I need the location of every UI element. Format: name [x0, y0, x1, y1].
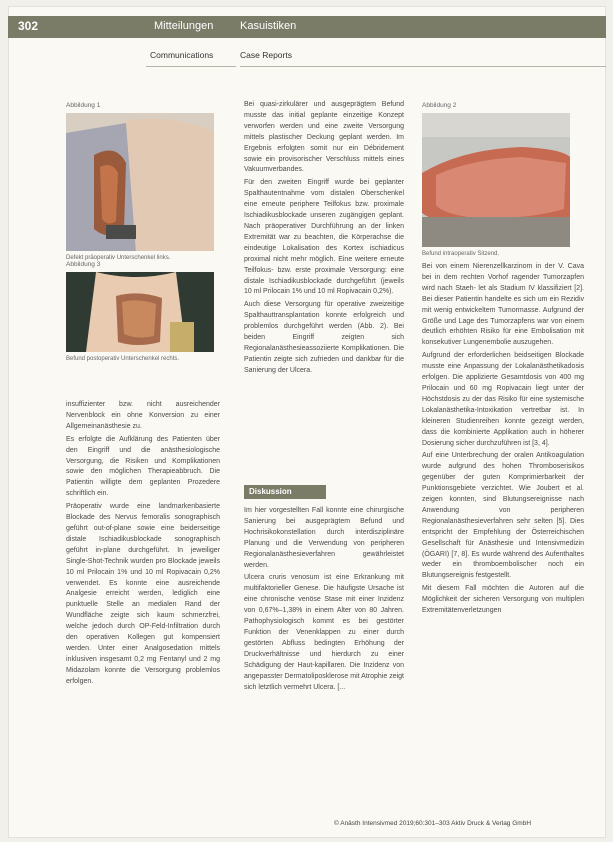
paragraph: Es erfolgte die Aufklärung des Patienten über den Eingriff und die anästhesiologische Versorgung, die Risiken und Komplikationen sowie den möglichen Therapieabbruch. Die Patientin willigte dem geplanten Prozedere schriftlich ein.: [66, 435, 220, 498]
left-column: [66, 400, 220, 690]
figure-1: [66, 102, 216, 261]
figure-2-photo: [422, 113, 570, 247]
figure-1-photo: [66, 113, 214, 251]
wound-image: [66, 113, 214, 251]
figure-2: [422, 102, 572, 257]
paragraph: Bei quasi-zirkulärer und ausgeprägtem Befund musste das initial geplante einzeitige Konzept verworfen werden und eine zweite Versorgung mittels plastischer Deckung geplant werden. Im Ergebnis erfolgten somit nur ein Débridement sowie ein provisorischer Verschluss mittels eines Vakuumverbandes.: [244, 101, 404, 174]
paragraph: Mit diesem Fall möchten die Autoren auf die Möglichkeit der sicheren Versorgung von multiplen Extremitätenverletzungen: [422, 585, 584, 615]
discussion-heading: Diskussion: [244, 485, 326, 499]
header-rule-right: [240, 66, 606, 67]
figure-3-label: Abbildung 3: [66, 261, 101, 268]
paragraph: Auch diese Versorgung für operative zweizeitige Spalthauttransplantation konnte erfolgreich und problemlos durchgeführt werden (Abb. 2). Bei beiden Eingriff zeigten sich Regionalanästhesieassoziierte Komplikationen. Die Patientin zeigte sich zufrieden und dankbar für die Sanierung der Ulcera.: [244, 301, 404, 374]
figure-2-label: Abbildung 2: [422, 102, 457, 109]
case-reports-label: Case Reports: [240, 50, 292, 60]
paragraph: Präoperativ wurde eine landmarkenbasierte Blockade des Nervus femoralis sonographisch geführt out-of-plane sowie eine beiderseitige distale Ischiadikusblockade sonographisch geführt in-plane durchgeführt. In jeweiliger Single-Shot-Technik wurden pro Blockade jeweils 10 ml Prilocain 1% und 10 ml Ropivacain 0,2% verwendet. Es konnte eine ausreichende Analgesie erreicht werden, lediglich eine punktuelle Stelle an medialen Rand der Wundfläche zeigte sich kaum schmerzfrei, welche jedoch durch OP-Feld-Infiltration durch den operativen Kollegen gut kompensiert werden. Unter einer Analgosedation mittels inklusiven insgesamt 0,2 mg Fentanyl und 2 mg Midazolam konnte die Versorgung problemlos erfolgen.: [66, 503, 220, 685]
paragraph: Für den zweiten Eingriff wurde bei geplanter Spalthautentnahme vom distalen Oberschenkel eine erneute periphere Teilfokus bzw. proximale Ischiadikusblockade unseren zugängigen geplant. Nach präoperativer Durchführung an der linken Extremität war zu beachten, die Körperachse die eindeutige Lokalisation des Kortex ischiadicus proximal nicht mehr möglich. Eine weitere erneute Teilfokus- bzw. erste proximale Versorgung: eine distale Ischiadikusblockade durchgeführt (jeweils 10 ml Prilocain 1% und 10 ml Ropivacain 0,2%).: [244, 179, 404, 296]
paragraph: insuffizienter bzw. nicht ausreichender Nervenblock ein ohne Konversion zu einer Allgemeinanästhesie zu.: [66, 401, 220, 430]
figure-3-caption: Befund postoperativ Unterschenkel rechts.: [66, 356, 180, 362]
header-band: [8, 16, 606, 38]
header-rule-left: [146, 66, 236, 67]
paragraph: Im hier vorgestellten Fall konnte eine chirurgische Sanierung bei ausgeprägtem Befund und Hochrisikokonstellation durch interdisziplinäre Planung und die Verwendung von peripheren Regionalanästhesieverfahren gewährleistet werden.: [244, 507, 404, 569]
section-subtitle: Kasuistiken: [240, 20, 297, 32]
figure-1-label: Abbildung 1: [66, 102, 101, 109]
document-page: [8, 6, 606, 838]
middle-column-bottom: [244, 506, 404, 695]
paragraph: Auf eine Unterbrechung der oralen Antikoagulation wurde aufgrund des hohen Thromboserisikos gegenüber der guten Komprimierbarkeit der Punktionsgebiete verzichtet. Wie Joubert et al. zeigen konnten, sind Blutungsereignisse nach Anwendung von peripheren Regionalanästhesieverfahren sehr selten [5]. Dies entspricht der Empfehlung der Österreichischen Gesellschaft für Anästhesie und Intensivmedizin (ÖGARI) [7, 8]. Es wurde während des Aufenthaltes weder ein thromboembolischer noch ein Blutungsereignis festgestellt.: [422, 452, 584, 580]
paragraph: Ulcera cruris venosum ist eine Erkrankung mit multifaktorieller Genese. Die häufigste Ursache ist eine chronische venöse Stase mit einer Inzidenz von 0,67%–1,38% in einem Alter von 80 Jahren. Pathophysiologisch kommt es bei gestörter Funktion der Venenklappen zu einer durch gestörten Abfluss bedingten Erhöhung der Druckverhältnisse und hierdurch zu einer Schädigung der Haut-kapillaren. Die Inzidenz von angepasster Dermatoliposklerose mit Atrophie zeigt sich letztlich vermehrt Ulcera. [...: [244, 574, 404, 691]
right-column: [422, 262, 584, 619]
section-title: Mitteilungen: [154, 20, 214, 32]
middle-column-top: [244, 100, 404, 379]
figure-2-caption: Befund intraoperativ Sitzend.: [422, 251, 500, 257]
paragraph: Bei von einem Nierenzellkarzinom in der V. Cava bei in dem rechten Vorhof ragender Tumorzapfen wird nach Staeh- let als Stadium IV klassifiziert [2]. Bei dieser Patientin handelte es sich um ein Rezidiv mit wenig entwickeltem Tumormasse. Aufgrund der Größe und Lage des Tumorzapfens war von einem deutlich erhöhten Risiko für eine Embolisation mit konsekutiver Lungenembolie auszugehen.: [422, 263, 584, 347]
wound-image: [66, 272, 214, 352]
page-number: 302: [18, 19, 39, 33]
paragraph: Aufgrund der erforderlichen beidseitigen Blockade musste eine Anpassung der Lokalanästhetikadosis erfolgen. Die applizierte Gesamtdosis von 400 mg Prilocain und 60 mg Ropivacain liegt unter der Höchstdosis zu der das Risiko für eine systemische Lokalanästhetika-Intoxikation vertretbar ist. In kleineren Studienreihen konnte gezeigt werden, dass die kombinierte Applikation auch in höherer Dosierung sicher durchzuführen ist [3, 4].: [422, 352, 584, 447]
figure-1-caption: Defekt präoperativ Unterschenkel links.: [66, 255, 171, 261]
figure-3: [66, 261, 216, 362]
skin-graft-image: [422, 113, 570, 247]
communications-label: Communications: [150, 50, 214, 60]
copyright-footer: © Anästh Intensivmed 2019;60:301–303 Aktiv Druck & Verlag GmbH: [334, 820, 532, 827]
figure-3-photo: [66, 272, 214, 352]
